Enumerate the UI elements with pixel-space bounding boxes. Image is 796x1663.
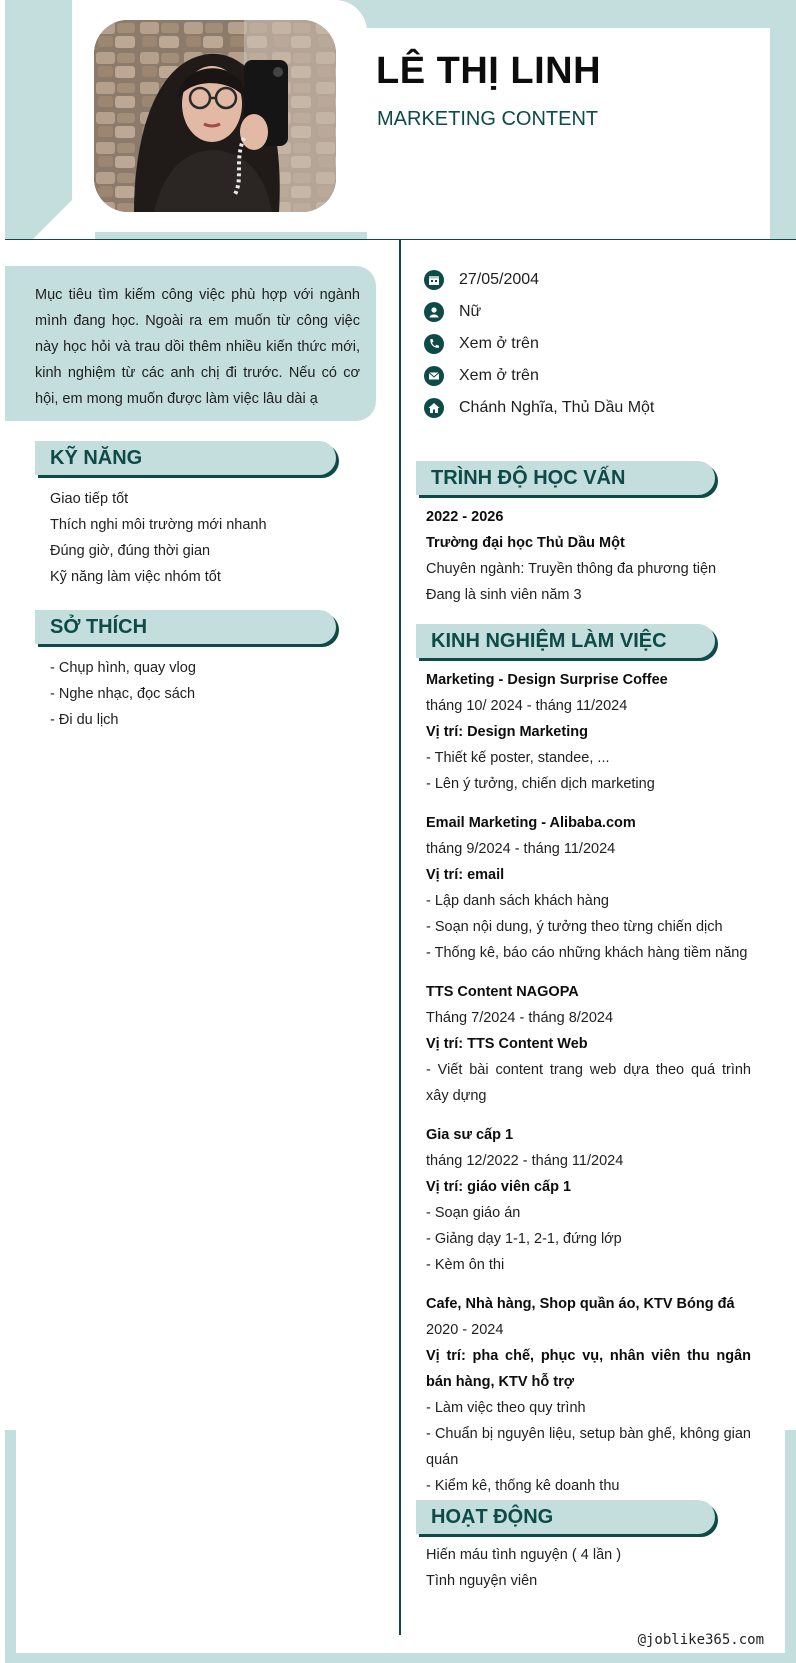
job-period: tháng 9/2024 - tháng 11/2024 [426, 841, 616, 857]
hobbies-heading: SỞ THÍCH [35, 610, 336, 644]
list-item: Hiến máu tình nguyện ( 4 lần ) [426, 1547, 622, 1563]
list-item: - Đi du lịch [50, 712, 119, 728]
job-company: Cafe, Nhà hàng, Shop quần áo, KTV Bóng đá [426, 1296, 735, 1312]
job-duty: - Thiết kế poster, standee, ... [426, 750, 610, 766]
job-role: Vị trí: giáo viên cấp 1 [426, 1179, 572, 1195]
experience-list [426, 667, 751, 1499]
email-icon [424, 366, 444, 386]
education-school: Trường đại học Thủ Dầu Một [426, 535, 625, 551]
education-heading: TRÌNH ĐỘ HỌC VẤN [416, 461, 715, 495]
page-border-bottom [5, 1653, 796, 1663]
contact-address [424, 392, 654, 424]
skills-list [50, 486, 267, 590]
page-border-right [785, 1430, 796, 1663]
job-company: Gia sư cấp 1 [426, 1127, 514, 1143]
profile-photo [94, 20, 336, 212]
contact-birthdate [424, 264, 654, 296]
contact-text: Xem ở trên [459, 367, 539, 384]
job-duty: - Thống kê, báo cáo những khách hàng tiềm năng [426, 945, 748, 961]
job-duty: - Lập danh sách khách hàng [426, 893, 609, 909]
list-item: - Chụp hình, quay vlog [50, 660, 196, 676]
job-period: tháng 10/ 2024 - tháng 11/2024 [426, 698, 628, 714]
job-duty: - Giảng dạy 1-1, 2-1, đứng lớp [426, 1231, 622, 1247]
list-item: - Nghe nhạc, đọc sách [50, 686, 196, 702]
job-duty: - Chuẩn bị nguyên liệu, setup bàn ghế, không gian quán [426, 1426, 751, 1468]
candidate-title: MARKETING CONTENT [377, 108, 599, 130]
job-duty: - Soạn giáo án [426, 1205, 521, 1221]
experience-item [426, 810, 751, 966]
column-divider [399, 240, 401, 1635]
footer-watermark: @joblike365.com [637, 1632, 764, 1648]
education-major: Chuyên ngành: Truyền thông đa phương tiện [426, 561, 717, 577]
job-duty: - Soạn nội dung, ý tưởng theo từng chiến dịch [426, 919, 723, 935]
job-duty: - Viết bài content trang web dựa theo quá trình xây dựng [426, 1062, 751, 1104]
list-item: Kỹ năng làm việc nhóm tốt [50, 569, 221, 585]
experience-item [426, 1122, 751, 1278]
contact-gender [424, 296, 654, 328]
list-item: Thích nghi môi trường mới nhanh [50, 517, 267, 533]
contact-email [424, 360, 654, 392]
experience-item [426, 667, 751, 797]
job-role: Vị trí: email [426, 867, 505, 883]
candidate-name: LÊ THỊ LINH [376, 50, 602, 92]
hobbies-list [50, 655, 196, 733]
objective-text: Mục tiêu tìm kiếm công việc phù hợp với ngành mình đang học. Ngoài ra em muốn từ công việc này học hỏi và trau dồi thêm nhiều kiến thức mới, kinh nghiệm từ các anh chị đi trước. Nếu có cơ hội, em mong muốn được làm việc lâu dài ạ [35, 287, 360, 407]
page-border-left [5, 1430, 16, 1663]
experience-heading: KINH NGHIỆM LÀM VIỆC [416, 624, 715, 658]
contact-text: Nữ [459, 303, 482, 320]
education-period: 2022 - 2026 [426, 509, 504, 525]
experience-item [426, 979, 751, 1109]
person-icon [424, 302, 444, 322]
education-status: Đang là sinh viên năm 3 [426, 587, 582, 603]
contact-text: 27/05/2004 [459, 271, 540, 288]
contact-list [424, 264, 654, 424]
job-role: Vị trí: pha chế, phục vụ, nhân viên thu ngân bán hàng, KTV hỗ trợ [426, 1348, 751, 1390]
job-period: 2020 - 2024 [426, 1322, 504, 1338]
calendar-icon [424, 270, 444, 290]
job-period: Tháng 7/2024 - tháng 8/2024 [426, 1010, 614, 1026]
job-duty: - Lên ý tưởng, chiến dịch marketing [426, 776, 655, 792]
contact-text: Xem ở trên [459, 335, 539, 352]
list-item: Đúng giờ, đúng thời gian [50, 543, 211, 559]
job-duty: - Làm việc theo quy trình [426, 1400, 586, 1416]
job-company: Email Marketing - Alibaba.com [426, 815, 636, 831]
experience-item [426, 1291, 751, 1499]
list-item: Tình nguyện viên [426, 1573, 538, 1589]
list-item: Giao tiếp tốt [50, 491, 129, 507]
job-role: Vị trí: Design Marketing [426, 724, 588, 740]
skills-heading: KỸ NĂNG [35, 441, 336, 475]
job-role: Vị trí: TTS Content Web [426, 1036, 588, 1052]
activities-list [426, 1542, 751, 1594]
activities-heading: HOẠT ĐỘNG [416, 1500, 715, 1534]
contact-text: Chánh Nghĩa, Thủ Dầu Một [459, 399, 655, 416]
job-period: tháng 12/2022 - tháng 11/2024 [426, 1153, 624, 1169]
job-company: TTS Content NAGOPA [426, 984, 579, 1000]
job-company: Marketing - Design Surprise Coffee [426, 672, 668, 688]
job-duty: - Kèm ôn thi [426, 1257, 505, 1273]
home-icon [424, 398, 444, 418]
job-duty: - Kiểm kê, thống kê doanh thu [426, 1478, 620, 1494]
career-objective [5, 266, 376, 421]
education-block [426, 504, 751, 608]
contact-phone [424, 328, 654, 360]
phone-icon [424, 334, 444, 354]
